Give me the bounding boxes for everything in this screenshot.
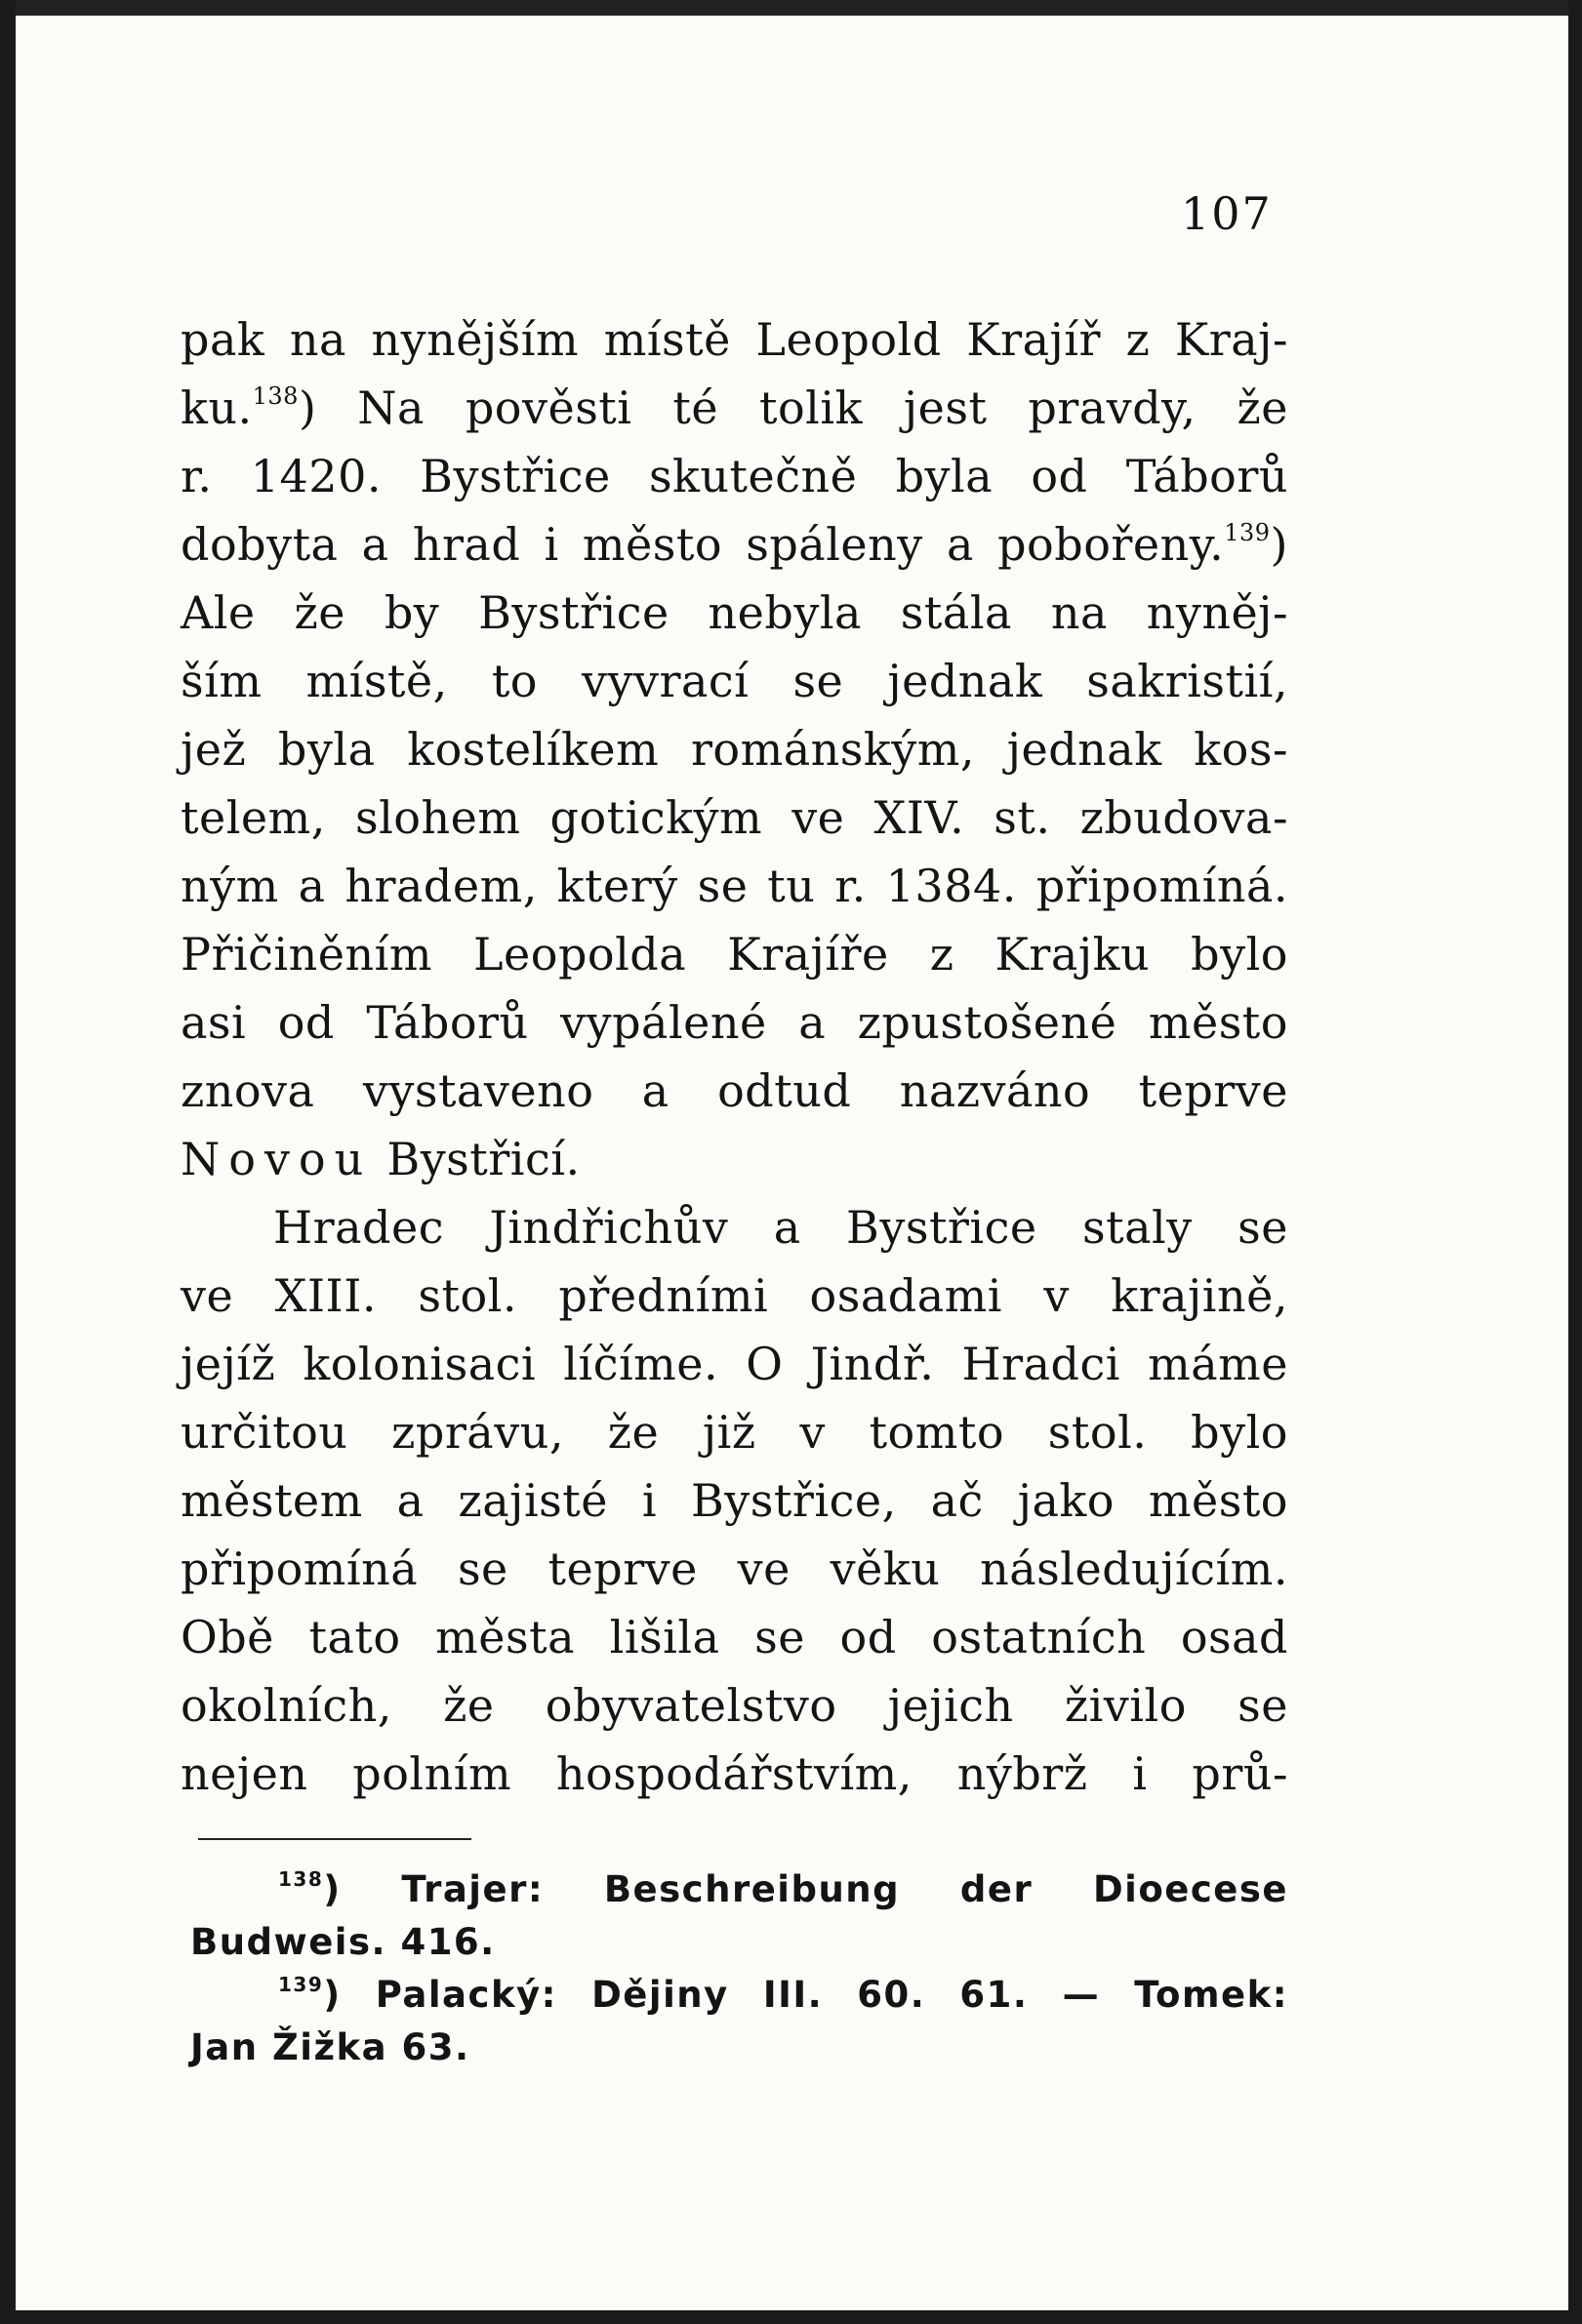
body-line-paragraph-start: Hradec Jindřichův a Bystřice staly se xyxy=(273,1201,1288,1254)
page-number: 107 xyxy=(1181,187,1273,240)
body-line: určitou zprávu, že již v tomto stol. bylo xyxy=(181,1406,1288,1459)
scan-border-bottom xyxy=(0,2310,1582,2324)
footnote-138-cont: Budweis. 416. xyxy=(190,1921,496,1963)
footnote-ref-138: 138 xyxy=(252,382,299,410)
footnote-139: $^{139}$) Palacký: Dějiny III. 60. 61. — Tomek: xyxy=(278,1973,1288,2016)
body-line: asi od Táborů vypálené a zpustošené město xyxy=(181,996,1288,1049)
body-text xyxy=(181,305,1288,1808)
body-line: připomíná se teprve ve věku následujícím. xyxy=(181,1543,1288,1595)
body-line: ším místě, to vyvrací se jednak sakristií, xyxy=(181,655,1288,707)
scan-border-left xyxy=(0,0,16,2324)
body-line: městem a zajisté i Bystřice, ač jako město xyxy=(181,1474,1288,1527)
body-line: ným a hradem, který se tu r. 1384. připomíná. xyxy=(181,860,1288,912)
body-line: Přičiněním Leopolda Krajíře z Krajku bylo xyxy=(181,928,1288,981)
body-line: jež byla kostelíkem románským, jednak kos- xyxy=(181,723,1288,776)
body-line: ve XIII. stol. předními osadami v krajině, xyxy=(181,1269,1288,1322)
body-line: znova vystaveno a odtud nazváno teprve xyxy=(181,1064,1288,1117)
scan-border-right xyxy=(1568,0,1582,2324)
footnote-138: $^{138}$) Trajer: Beschreibung der Dioecese xyxy=(278,1867,1288,1910)
body-line: okolních, že obyvatelstvo jejich živilo se xyxy=(181,1679,1288,1732)
body-line: jejíž kolonisaci líčíme. O Jindř. Hradci máme xyxy=(181,1338,1288,1390)
body-line: Ale že by Bystřice nebyla stála na nyněj- xyxy=(181,586,1288,639)
body-line: nejen polním hospodářstvím, nýbrž i prů- xyxy=(181,1747,1288,1800)
footnotes xyxy=(190,1863,1288,2074)
body-line: Novou Bystřicí. xyxy=(181,1133,581,1185)
body-line: telem, slohem gotickým ve XIV. st. zbudova- xyxy=(181,791,1288,844)
body-line: r. 1420. Bystřice skutečně byla od Táborů xyxy=(181,450,1288,502)
body-line: Obě tato města lišila se od ostatních osad xyxy=(181,1611,1288,1663)
body-line: pak na nynějším místě Leopold Krajíř z Kraj- xyxy=(181,313,1288,366)
footnote-139-cont: Jan Žižka 63. xyxy=(190,2026,470,2068)
body-line: ku.$^{138}$) Na pověsti té tolik jest pravdy, že xyxy=(181,381,1288,434)
spaced-emphasis: Novou xyxy=(181,1133,373,1185)
body-line: dobyta a hrad i město spáleny a pobořeny.$^{139}$) xyxy=(181,518,1288,571)
footnote-ref-139: 139 xyxy=(1224,519,1271,546)
footnote-separator xyxy=(198,1838,471,1840)
scan-border-top xyxy=(0,0,1582,16)
